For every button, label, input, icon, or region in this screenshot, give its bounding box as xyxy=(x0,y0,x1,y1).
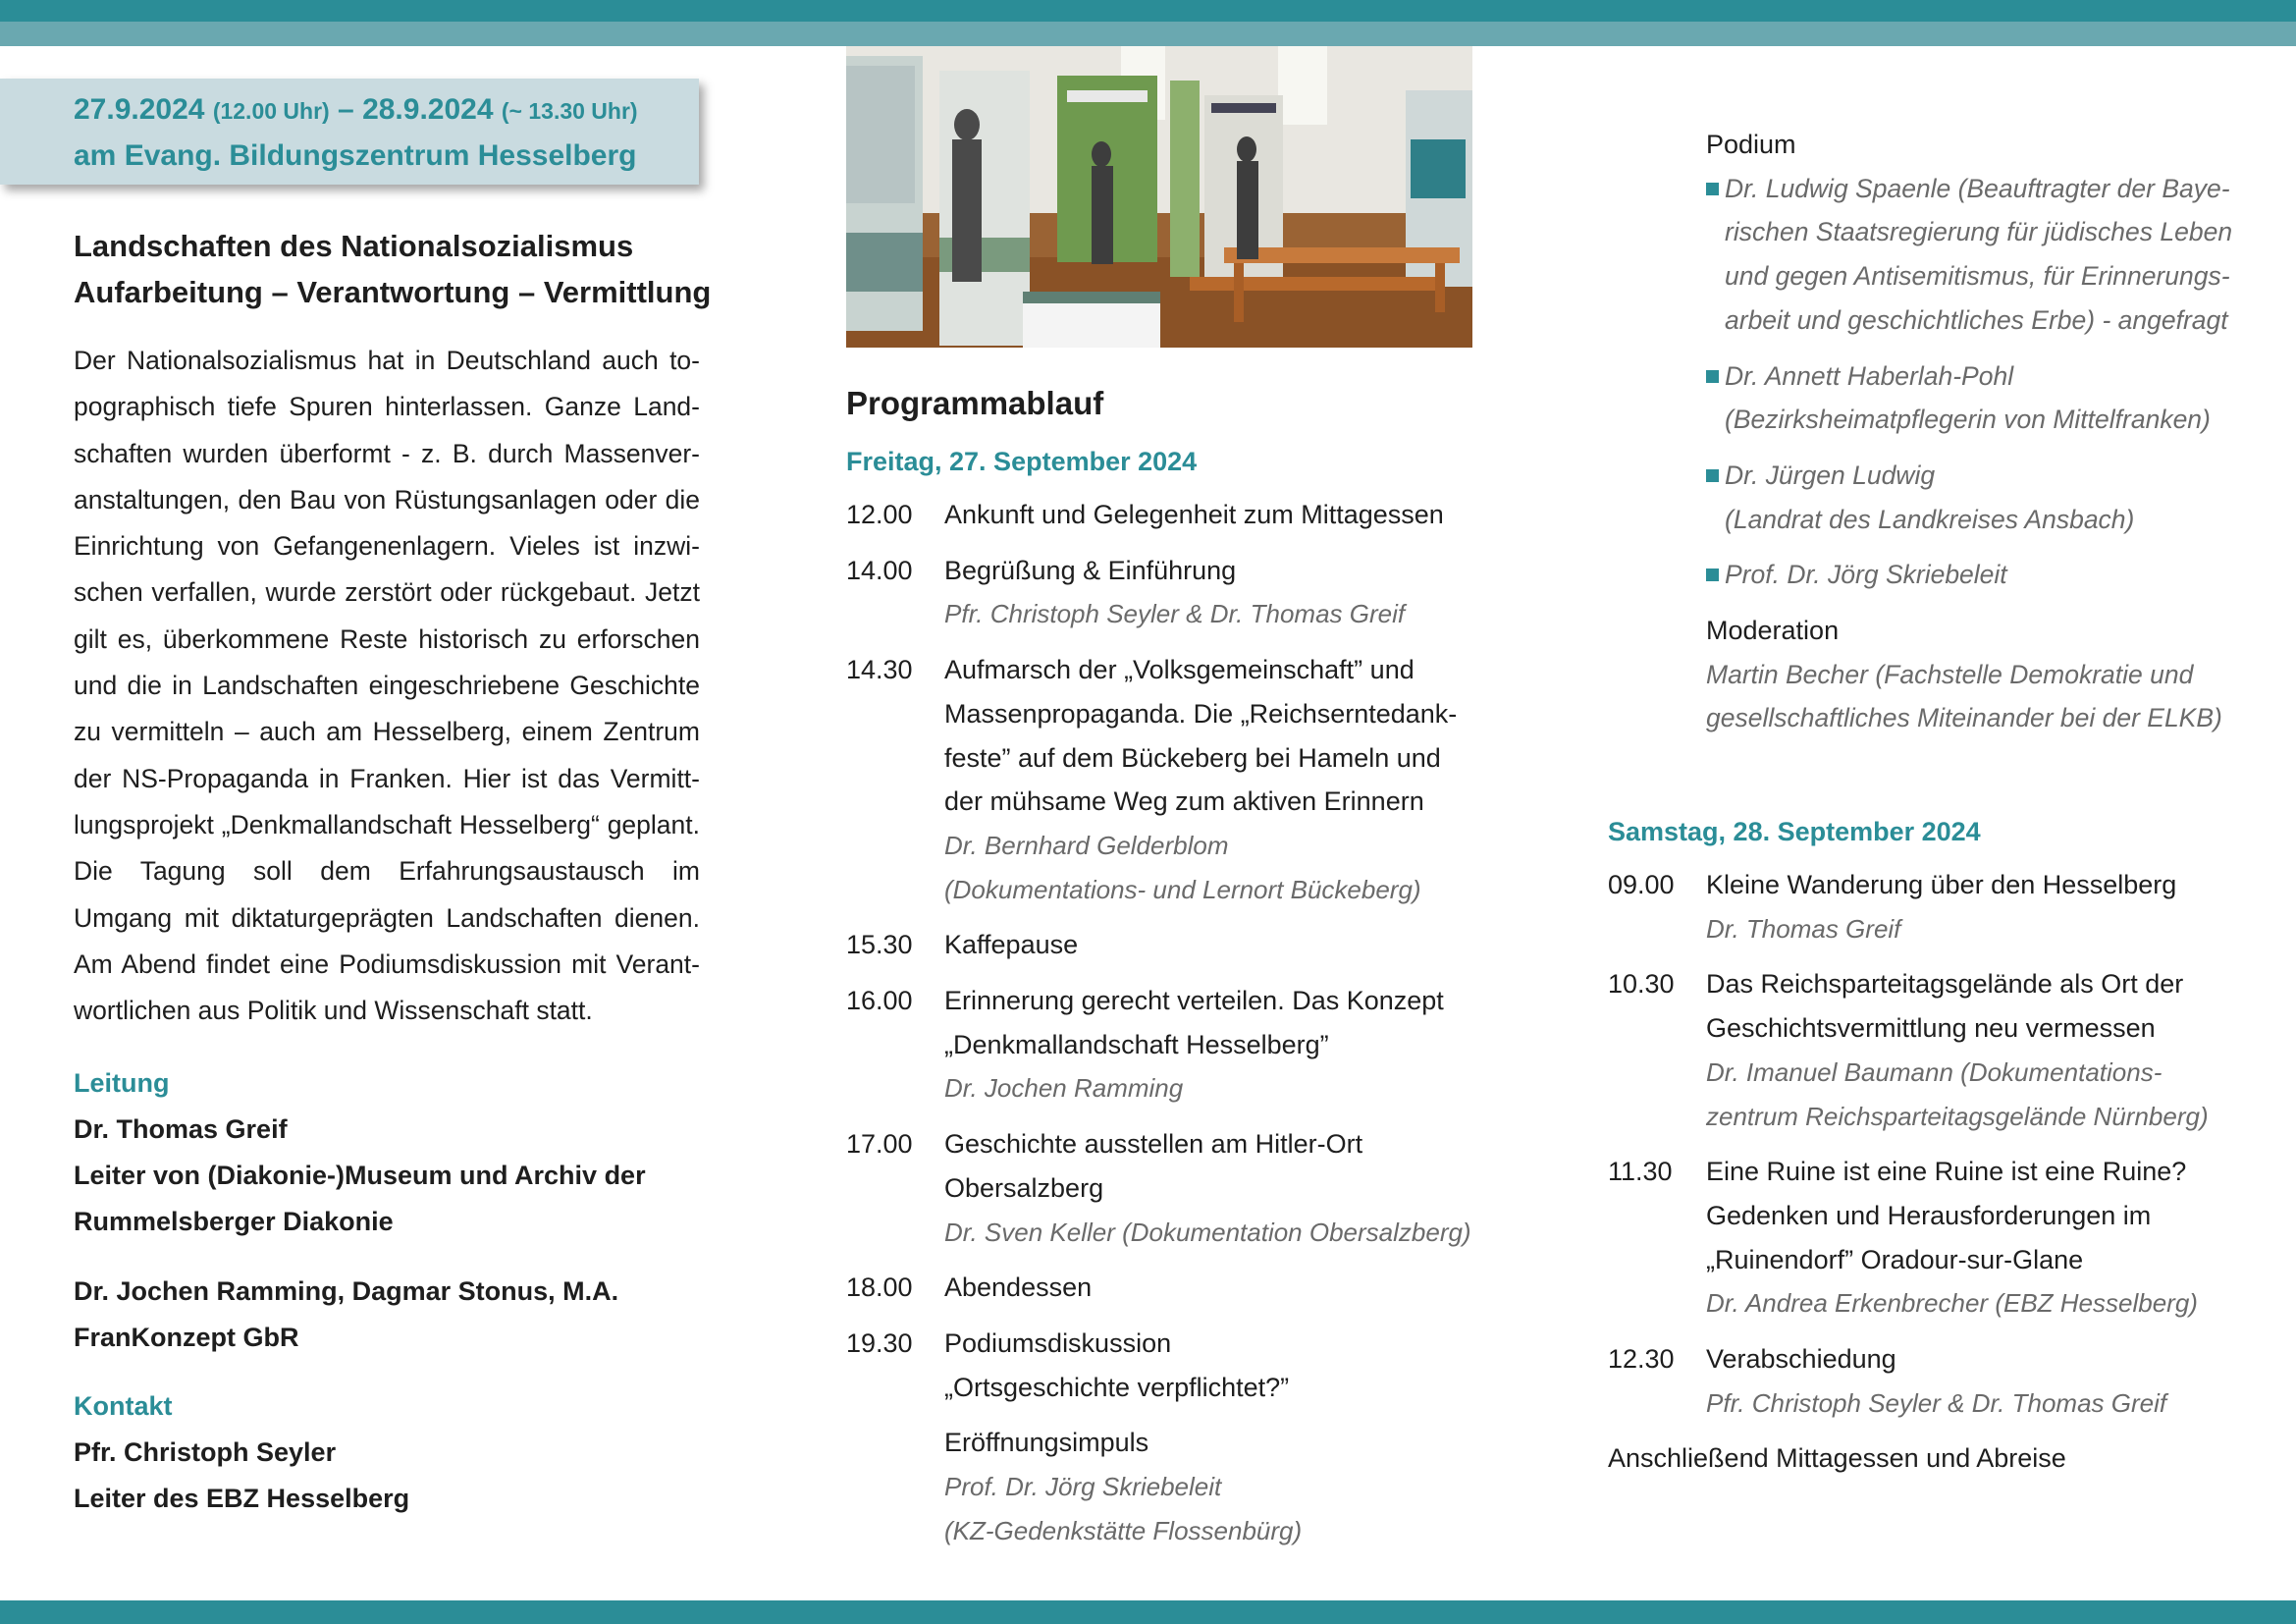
program-body xyxy=(944,1322,1474,1553)
program-title: Geschichtsvermittlung neu vermessen xyxy=(1706,1013,2156,1044)
program-title: Aufmarsch der „Volksgemeinschaft” und xyxy=(944,655,1415,685)
square-bullet-icon xyxy=(1706,568,1719,581)
program-title: feste” auf dem Bückeberg bei Hameln und xyxy=(944,742,1441,773)
program-body xyxy=(944,549,1474,636)
program-item xyxy=(846,923,1474,967)
podium-line: rischen Staatsregierung für jüdisches Leben xyxy=(1725,217,2233,247)
program-item xyxy=(846,493,1474,537)
program-speaker: (Dokumentations- und Lernort Bückeberg) xyxy=(944,874,1421,904)
moderation-line: gesellschaftliches Miteinander bei der ELKB) xyxy=(1706,703,2222,733)
program-time: 10.30 xyxy=(1608,969,1675,1000)
podium-section xyxy=(1706,123,2256,740)
podium-line: (Bezirksheimatpflegerin von Mittelfranken) xyxy=(1725,405,2211,435)
programm-heading: Programmablauf xyxy=(846,385,1104,421)
podium-line: Prof. Dr. Jörg Skriebeleit xyxy=(1725,560,2007,590)
square-bullet-icon xyxy=(1706,183,1719,195)
top-band-light xyxy=(0,22,2296,46)
program-item xyxy=(846,979,1474,1110)
program-title: Das Reichsparteitagsgelände als Ort der xyxy=(1706,969,2184,1000)
program-body xyxy=(944,1122,1474,1254)
program-body xyxy=(1706,863,2236,950)
program-time: 14.00 xyxy=(846,555,913,585)
program-speaker: Dr. Bernhard Gelderblom xyxy=(944,830,1229,860)
program-title: Ankunft und Gelegenheit zum Mittagessen xyxy=(944,500,1444,529)
square-bullet-icon xyxy=(1706,370,1719,383)
day2-heading: Samstag, 28. September 2024 xyxy=(1608,817,1981,846)
program-item xyxy=(846,1322,1474,1553)
program-item xyxy=(1608,863,2236,950)
program-title: Begrüßung & Einführung xyxy=(944,555,1237,585)
podium-line: arbeit und geschichtliches Erbe) - angefragt xyxy=(1725,304,2228,335)
moderation-label: Moderation xyxy=(1706,616,1840,646)
podium-participant xyxy=(1706,553,2256,597)
program-time: 15.30 xyxy=(846,930,913,960)
program-body xyxy=(1706,1150,2236,1326)
program-title: Massenpropaganda. Die „Reichserntedank- xyxy=(944,698,1458,729)
podium-line: Dr. Ludwig Spaenle (Beauftragter der Baye- xyxy=(1725,173,2230,203)
program-item xyxy=(846,549,1474,636)
program-time: 17.00 xyxy=(846,1129,913,1160)
venue: am Evang. Bildungszentrum Hesselberg xyxy=(74,139,637,172)
program-item xyxy=(1608,1337,2236,1425)
program-time: 09.00 xyxy=(1608,870,1675,899)
program-title: „Ortsgeschichte verpflichtet?” xyxy=(944,1372,1290,1402)
program-body xyxy=(944,1266,1474,1310)
day1-program xyxy=(846,440,1474,1564)
exhibition-photo-illustration xyxy=(846,46,1472,348)
program-time: 12.30 xyxy=(1608,1344,1675,1375)
intro-text: Der Nationalsozialismus hat in Deutschland auch topographisch tiefe Spuren hinterlassen. Ganze Landschaften wurden überformt - z. B. durch Massenveranstaltungen, den Bau von Rüstungsanlagen oder die Einrichtung von Gefangenenlagern. Vieles ist inzwischen verfallen, wurde zerstört oder rückgebaut. Jetzt gilt es, überkommene Reste historisch zu erforschen und die in Landschaften eingeschriebene Geschichte zu vermitteln – auch am Hesselberg, einem Zentrum der NS-Propaganda in Franken. Hier ist das Vermittlungsprojekt „Denkmallandschaft Hesselberg“ geplant. Die Tagung soll dem Erfahrungsaustausch im Umgang mit diktaturgeprägten Landschaften dienen. Am Abend findet eine Podiumsdiskussion mit Verantwortlichen aus Politik und Wissenschaft statt. xyxy=(74,346,700,1026)
program-time: 12.00 xyxy=(846,500,913,529)
podium-participant-text xyxy=(1725,454,2134,541)
program-sub-title: Eröffnungsimpuls xyxy=(944,1428,1149,1458)
program-title: Verabschiedung xyxy=(1706,1344,1896,1375)
podium-line: Dr. Annett Haberlah-Pohl xyxy=(1725,360,2014,391)
podium-line: Dr. Jürgen Ludwig xyxy=(1725,460,1936,490)
program-time: 14.30 xyxy=(846,655,913,685)
program-title: der mühsame Weg zum aktiven Erinnern xyxy=(944,786,1424,817)
program-sub xyxy=(944,1421,1474,1552)
program-body xyxy=(944,979,1474,1110)
leitung-label: Leitung xyxy=(74,1068,170,1098)
program-sub-speaker: (KZ-Gedenkstätte Flossenbürg) xyxy=(944,1515,1303,1545)
program-title: Abendessen xyxy=(944,1272,1093,1303)
podium-participant xyxy=(1706,167,2256,343)
day1-heading: Freitag, 27. September 2024 xyxy=(846,447,1198,476)
program-time: 19.30 xyxy=(846,1327,913,1358)
program-title: Eine Ruine ist eine Ruine ist eine Ruine? xyxy=(1706,1157,2187,1187)
moderation-line: Martin Becher (Fachstelle Demokratie und xyxy=(1706,659,2194,689)
bottom-band xyxy=(0,1600,2296,1624)
date-line: 27.9.2024 (12.00 Uhr) – 28.9.2024 (~ 13.30 Uhr) xyxy=(74,93,638,126)
program-item xyxy=(846,648,1474,911)
program-time: 18.00 xyxy=(846,1272,913,1303)
podium-label: Podium xyxy=(1706,130,1796,159)
program-body xyxy=(944,648,1474,911)
program-body xyxy=(1706,1337,2236,1425)
program-time: 16.00 xyxy=(846,986,913,1016)
podium-line: (Landrat des Landkreises Ansbach) xyxy=(1725,504,2135,534)
square-bullet-icon xyxy=(1706,469,1719,482)
program-time: 11.30 xyxy=(1608,1157,1673,1187)
program-title: „Denkmallandschaft Hesselberg” xyxy=(944,1029,1329,1059)
podium-participant-text xyxy=(1725,167,2232,343)
exhibition-photo xyxy=(846,46,1472,348)
program-speaker: Dr. Sven Keller (Dokumentation Obersalzberg) xyxy=(944,1217,1471,1247)
program-sub-speaker: Prof. Dr. Jörg Skriebeleit xyxy=(944,1472,1222,1502)
closing-note: Anschließend Mittagessen und Abreise xyxy=(1608,1443,2066,1474)
program-title: Geschichte ausstellen am Hitler-Ort xyxy=(944,1129,1363,1160)
podium-participant xyxy=(1706,454,2256,541)
program-speaker: Dr. Jochen Ramming xyxy=(944,1073,1184,1104)
program-speaker: Pfr. Christoph Seyler & Dr. Thomas Greif xyxy=(1706,1387,2167,1418)
podium-line: und gegen Antisemitismus, für Erinnerungs- xyxy=(1725,261,2230,292)
top-band xyxy=(0,0,2296,22)
podium-participant-text xyxy=(1725,553,2007,597)
program-title: Kleine Wanderung über den Hesselberg xyxy=(1706,870,2177,899)
program-title: Kaffepause xyxy=(944,930,1079,960)
podium-participant-text xyxy=(1725,354,2211,442)
program-speaker: Pfr. Christoph Seyler & Dr. Thomas Greif xyxy=(944,599,1406,629)
program-body xyxy=(944,493,1474,537)
program-title: Obersalzberg xyxy=(944,1172,1104,1203)
leitung-section: Leitung Dr. Thomas Greif Leiter von (Diakonie-)Museum und Archiv der Rummelsberger Diakonie Dr. Jochen Ramming, Dagmar Stonus, M.A. FranKonzept GbR Kontakt Pfr. Christoph Seyler Leiter des EBZ Hesselberg xyxy=(74,1060,702,1522)
program-item xyxy=(846,1266,1474,1310)
program-speaker: Dr. Thomas Greif xyxy=(1706,913,1901,944)
date-box xyxy=(0,79,699,185)
program-speaker: Dr. Imanuel Baumann (Dokumentations- xyxy=(1706,1056,2163,1087)
kontakt-label: Kontakt xyxy=(74,1391,173,1421)
program-title: Gedenken und Herausforderungen im xyxy=(1706,1200,2152,1230)
program-body xyxy=(1706,962,2236,1138)
program-item xyxy=(1608,1150,2236,1326)
program-speaker: zentrum Reichsparteitagsgelände Nürnberg) xyxy=(1706,1101,2209,1131)
document-title: Landschaften des Nationalsozialismus Aufarbeitung – Verantwortung – Vermittlung xyxy=(74,229,712,309)
program-title: Erinnerung gerecht verteilen. Das Konzept xyxy=(944,986,1444,1016)
program-item xyxy=(1608,962,2236,1138)
program-item xyxy=(846,1122,1474,1254)
program-title: Podiumsdiskussion xyxy=(944,1327,1172,1358)
program-speaker: Dr. Andrea Erkenbrecher (EBZ Hesselberg) xyxy=(1706,1288,2198,1319)
program-title: „Ruinendorf” Oradour-sur-Glane xyxy=(1706,1244,2084,1274)
day2-program xyxy=(1608,810,2236,1481)
podium-participant xyxy=(1706,354,2256,442)
program-body xyxy=(944,923,1474,967)
